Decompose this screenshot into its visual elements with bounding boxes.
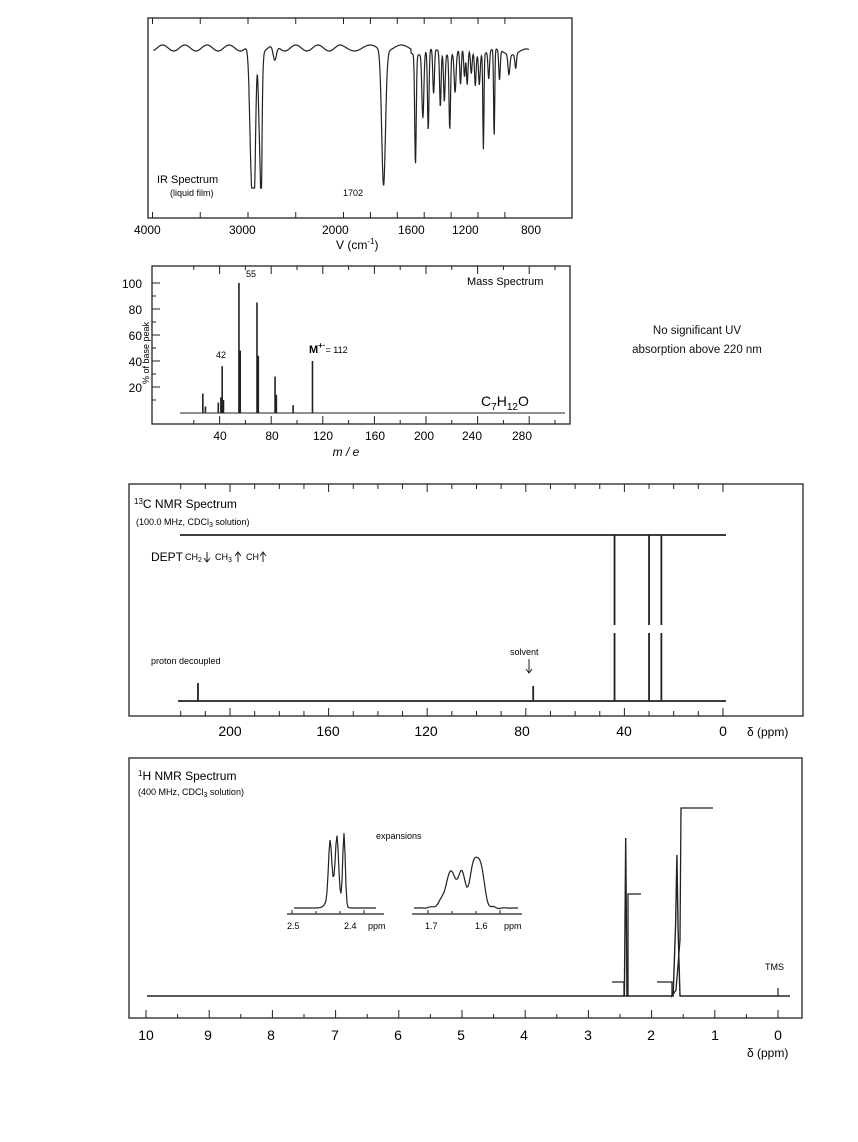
ms-label-42: 42 bbox=[216, 350, 227, 360]
h1-tick-marks bbox=[146, 1010, 778, 1018]
ms-panel bbox=[122, 266, 570, 459]
ms-xtick-240: 240 bbox=[461, 429, 483, 443]
ms-xlabel: m / e bbox=[332, 445, 360, 459]
ir-title: IR Spectrum bbox=[157, 174, 219, 186]
ms-xtick-160: 160 bbox=[364, 429, 386, 443]
h1-xtick-6: 6 bbox=[394, 1027, 402, 1043]
uv-note-line2: absorption above 220 nm bbox=[632, 344, 762, 356]
c13-xtick-40: 40 bbox=[616, 723, 632, 739]
h1-xtick-4: 4 bbox=[520, 1027, 528, 1043]
c13-xtick-120: 120 bbox=[414, 723, 438, 739]
uv-note-line1: No significant UV bbox=[652, 325, 742, 337]
h1-xtick-5: 5 bbox=[457, 1027, 465, 1043]
ir-peak-label-1702: 1702 bbox=[343, 188, 364, 198]
h1-xtick-9: 9 bbox=[204, 1027, 212, 1043]
ms-label-55: 55 bbox=[246, 269, 257, 279]
ir-subtitle: (liquid film) bbox=[170, 188, 214, 198]
h1-expansion-2 bbox=[412, 857, 522, 931]
ir-trace bbox=[154, 45, 530, 188]
h1-tms-label: TMS bbox=[765, 962, 784, 972]
c13-proton-decoupled-label: proton decoupled bbox=[151, 656, 221, 666]
c13-dept-ch: CH bbox=[246, 552, 259, 562]
c13-xtick-160: 160 bbox=[316, 723, 340, 739]
uv-note bbox=[612, 322, 782, 360]
c13-dept-ch3: $CH_3$ bbox=[215, 552, 232, 564]
h1-xlabel: δ (ppm) bbox=[747, 1046, 789, 1060]
c13-tick-marks bbox=[181, 484, 723, 716]
exp1-ppm-label: ppm bbox=[368, 921, 386, 931]
ir-xlabel: V $(cm^{-1})$ bbox=[336, 237, 379, 252]
ms-ylabel: % of base peak bbox=[141, 321, 151, 385]
ms-xtick-80: 80 bbox=[265, 429, 279, 443]
ms-xtick-40: 40 bbox=[213, 429, 227, 443]
h1-expansions-label: expansions bbox=[376, 831, 422, 841]
c13-dept-ch2: $CH_2$ bbox=[185, 552, 202, 564]
ms-xtick-120: 120 bbox=[312, 429, 334, 443]
h1-xtick-0: 0 bbox=[774, 1027, 782, 1043]
ms-xtick-280: 280 bbox=[511, 429, 533, 443]
solvent-arrow-icon bbox=[526, 659, 532, 673]
c13-peaks bbox=[198, 535, 661, 701]
c13-subtitle: (100.0 MHz, CDCl$_3$ solution) bbox=[136, 517, 250, 529]
c13-xtick-200: 200 bbox=[218, 723, 242, 739]
h1-frame bbox=[129, 758, 802, 1018]
exp2-tick-1-6: 1.6 bbox=[475, 921, 488, 931]
ms-ytick-100: 100 bbox=[121, 277, 142, 291]
dept-down-arrow-icon bbox=[204, 552, 210, 562]
c13-xtick-0: 0 bbox=[719, 723, 727, 739]
h1-title: $^1$H NMR Spectrum bbox=[138, 769, 237, 783]
c13-panel bbox=[129, 484, 803, 739]
ms-xtick-200: 200 bbox=[413, 429, 435, 443]
ms-frame bbox=[152, 266, 570, 424]
c13-xlabel: δ (ppm) bbox=[747, 725, 789, 739]
exp1-tick-2-4: 2.4 bbox=[344, 921, 357, 931]
ir-panel bbox=[134, 18, 572, 252]
c13-title: $^{13}$C NMR Spectrum bbox=[134, 497, 237, 511]
ms-bars bbox=[203, 283, 313, 413]
h1-panel bbox=[129, 758, 802, 1060]
exp1-trace bbox=[294, 833, 376, 908]
ir-tick-1200: 1200 bbox=[452, 223, 479, 237]
ms-ytick-40: 40 bbox=[128, 355, 142, 369]
ms-ytick-20: 20 bbox=[128, 381, 142, 395]
c13-dept-label: DEPT bbox=[151, 550, 184, 564]
ir-tick-1600: 1600 bbox=[398, 223, 425, 237]
h1-expansion-1 bbox=[287, 833, 386, 931]
ms-molecular-ion-label: $M^{+\cdot}_{= 112}$ bbox=[309, 341, 348, 356]
h1-xtick-8: 8 bbox=[267, 1027, 275, 1043]
dept-up-arrow-icon bbox=[260, 552, 266, 562]
h1-trace bbox=[147, 838, 790, 996]
h1-xtick-2: 2 bbox=[647, 1027, 655, 1043]
ms-title: Mass Spectrum bbox=[467, 276, 544, 288]
h1-xtick-1: 1 bbox=[711, 1027, 719, 1043]
h1-subtitle: (400 MHz, CDCl$_3$ solution) bbox=[138, 787, 244, 799]
exp2-tick-1-7: 1.7 bbox=[425, 921, 438, 931]
dept-up-arrow-icon bbox=[235, 552, 241, 562]
ms-tick-marks bbox=[152, 266, 555, 424]
c13-solvent-label: solvent bbox=[510, 647, 539, 657]
ir-tick-2000: 2000 bbox=[322, 223, 349, 237]
ms-ytick-80: 80 bbox=[128, 303, 142, 317]
ms-formula: $C_7H_{12}O$ bbox=[481, 393, 529, 413]
c13-xtick-80: 80 bbox=[514, 723, 530, 739]
ir-tick-3000: 3000 bbox=[229, 223, 256, 237]
ir-tick-800: 800 bbox=[521, 223, 542, 237]
ir-tick-4000: 4000 bbox=[134, 223, 161, 237]
exp1-tick-2-5: 2.5 bbox=[287, 921, 300, 931]
h1-xtick-3: 3 bbox=[584, 1027, 592, 1043]
h1-xtick-7: 7 bbox=[331, 1027, 339, 1043]
h1-xtick-10: 10 bbox=[138, 1027, 154, 1043]
ms-ytick-60: 60 bbox=[128, 329, 142, 343]
exp2-ppm-label: ppm bbox=[504, 921, 522, 931]
exp2-trace bbox=[414, 857, 518, 908]
